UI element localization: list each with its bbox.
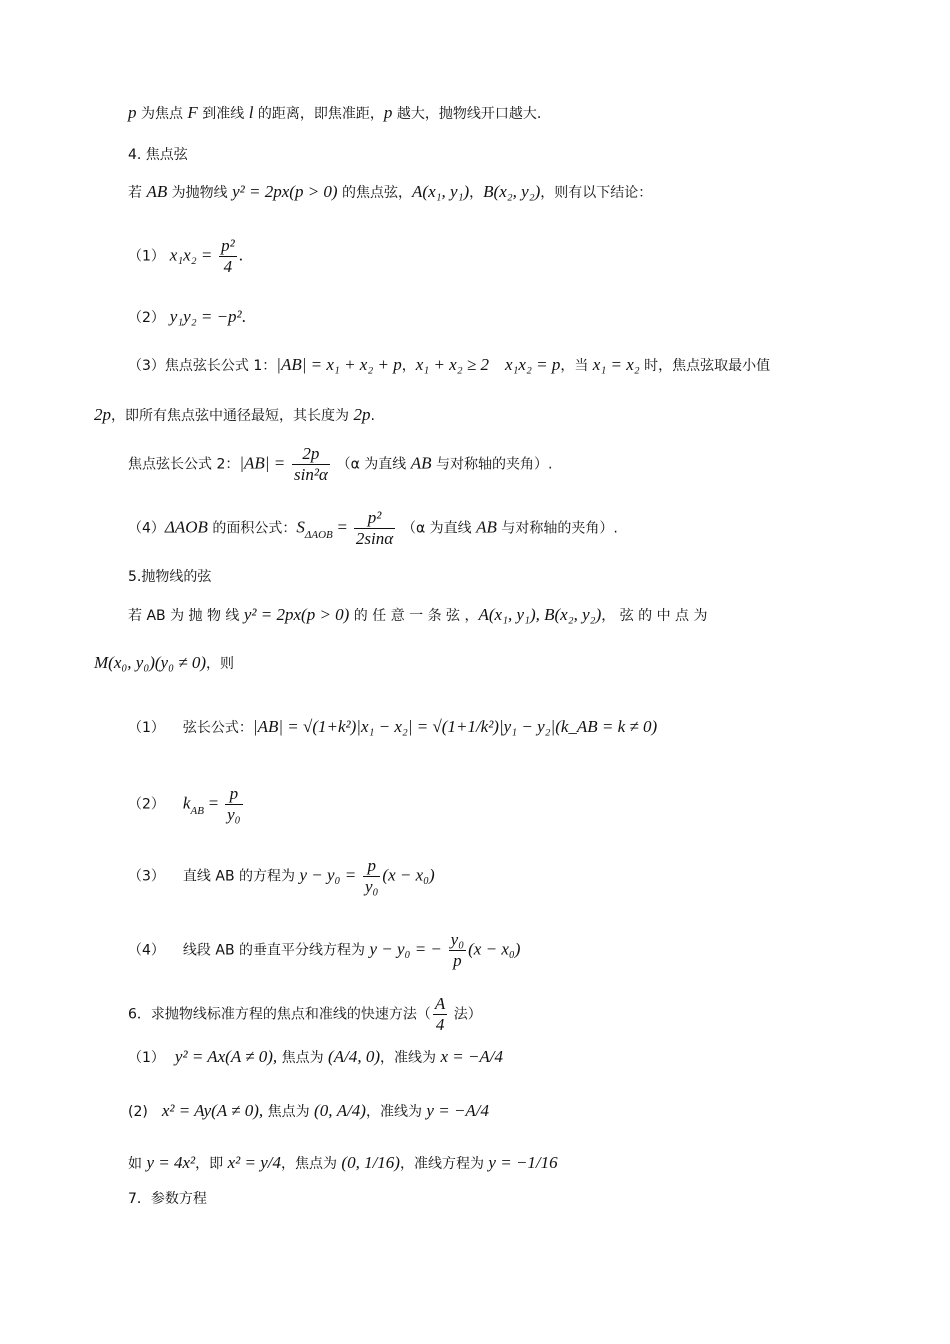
conclusion-2: （2） y₁y₂ = −p².: [128, 307, 246, 326]
slope-formula: （2） $k_{AB}$ = $\frac{p}{\text{y₀}}$: [128, 784, 241, 824]
conclusion-3-cont: 2p，即所有焦点弦中通径最短，其长度为 2p.: [94, 405, 375, 424]
line-equation: （3） 直线 AB 的方程为 y − y₀ = $\frac{p}{\text{y₀}}$ (x − x₀): [128, 856, 435, 896]
quick-method-case-1: （1） y² = Ax(A ≠ 0), 焦点为 (A/4, 0)，准线为 x = −A/4: [128, 1047, 504, 1066]
chord-length-formula: （1） 弦长公式：|AB| = √(1+k²)|x₁ − x₂| = √(1+1/k²)|y₁ − y₂|(k_AB = k ≠ 0): [128, 717, 658, 736]
conclusion-1: （1） x₁x₂ = $\frac{\text{p²}}{4}$ .: [128, 236, 243, 276]
formula-parabola: y² = 2px(p > 0): [232, 182, 338, 201]
conclusion-3: （3）焦点弦长公式 1：|AB| = x₁ + x₂ + p，x₁ + x₂ ≥ 2 x₁x₂ = p，当 x₁ = x₂ 时，焦点弦取最小值: [128, 355, 771, 374]
formula-point-b: B(x₂, y₂): [483, 182, 541, 201]
fraction: $\frac{\text{p²}}{2\sin\alpha}$: [355, 508, 394, 548]
formula-point-a: A(x₁, y₁): [412, 182, 470, 201]
fraction: $\frac{p}{\text{y₀}}$: [364, 856, 379, 896]
var-p: p: [128, 103, 137, 122]
fraction: $\frac{\text{y₀}}{p}$: [450, 930, 465, 970]
fraction: $\frac{A}{4}$: [434, 994, 446, 1034]
section-heading-4: 4. 焦点弦: [128, 147, 188, 163]
focal-chord-formula-2: 焦点弦长公式 2：|AB| = $\frac{2p}{\text{sin²α}}$ （α 为直线 AB 与对称轴的夹角）.: [128, 444, 553, 484]
section-heading-7: 7．参数方程: [128, 1191, 207, 1207]
example-line: 如 y = 4x²，即 x² = y/4，焦点为 (0, 1/16)，准线方程为 y = −1/16: [128, 1153, 558, 1172]
text-line-midpoint: M(x₀, y₀)(y₀ ≠ 0)，则: [94, 653, 235, 672]
perpendicular-bisector-equation: （4） 线段 AB 的垂直平分线方程为 y − y₀ = − $\frac{\text{y₀}}{p}$ (x − x₀): [128, 930, 521, 970]
fraction: $\frac{2p}{\text{sin²α}}$: [293, 444, 328, 484]
section-heading-5: 5.抛物线的弦: [128, 569, 212, 585]
text-line-focal-distance: p 为焦点 F 到准线 l 的距离，即焦准距，p 越大，抛物线开口越大.: [128, 103, 542, 122]
section-heading-6: 6．求抛物线标准方程的焦点和准线的快速方法（ $\frac{A}{4}$ 法）: [128, 994, 482, 1034]
conclusion-4: （4）ΔAOB 的面积公式：$S_{\Delta AOB}$ = $\frac{\text{p²}}{2\sin\alpha}$ （α 为直线 AB 与对称轴的夹角）.: [128, 508, 618, 548]
text-line-chord-intro: 若 AB 为 抛 物 线 y² = 2px(p > 0) 的 任 意 一 条 弦 ，A(x₁, y₁), B(x₂, y₂)， 弦 的 中 点 为: [128, 605, 708, 624]
fraction: $\frac{p}{\text{y₀}}$: [227, 784, 241, 824]
text-line-focal-chord-intro: 若 AB 为抛物线 y² = 2px(p > 0) 的焦点弦，A(x₁, y₁)，B(x₂, y₂)，则有以下结论：: [128, 182, 653, 201]
quick-method-case-2: (2) x² = Ay(A ≠ 0), 焦点为 (0, A/4)，准线为 y = −A/4: [128, 1101, 490, 1120]
fraction: $\frac{\text{p²}}{4}$: [221, 236, 235, 276]
